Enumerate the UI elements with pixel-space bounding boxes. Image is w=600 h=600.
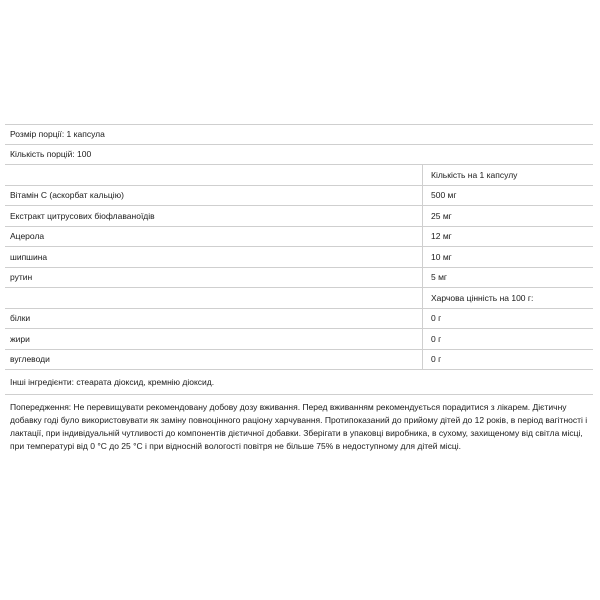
- nutrient-name: рутин: [5, 268, 423, 288]
- macro-name: жири: [5, 329, 423, 349]
- nutrient-row: [5, 247, 593, 268]
- per-100g-header-row: [5, 288, 593, 309]
- supplement-facts-table: [5, 124, 593, 453]
- warning-text: Попередження: Не перевищувати рекомендовану добову дозу вживання. Перед вживанням рекомендується порадитися з лікарем. Дієтичну добавку годі було використовувати як заміну повноцінного раціону харчування. Протипоказаний до прийому дітей до 12 років, в період вагітності і лактації, при індивідуальній чутливості до компонентів дієтичної добавки. Зберігати в упаковці виробника, в сухому, захищеному від світла місці, при температурі від 0 °С до 25 °С і при відносній вологості повітря не більше 75% в недоступному для дітей місці.: [10, 402, 588, 451]
- nutrient-name: Вітамін С (аскорбат кальцію): [5, 186, 423, 206]
- other-ingredients: Інші інгредієнти: стеарата діоксид, кремнію діоксид.: [5, 370, 593, 395]
- macro-value: 0 г: [431, 333, 442, 344]
- serving-size-row: [5, 124, 593, 145]
- nutrient-name: шипшина: [5, 247, 423, 267]
- nutrient-row: [5, 268, 593, 289]
- per-capsule-header: Кількість на 1 капсулу: [431, 169, 518, 180]
- header-name-cell: [5, 288, 423, 308]
- macro-value: 0 г: [431, 354, 442, 365]
- macro-name: білки: [5, 309, 423, 329]
- serving-count-row: [5, 145, 593, 166]
- serving-size-text: Розмір порції: 1 капсула: [10, 129, 105, 140]
- nutrient-name: Ацерола: [5, 227, 423, 247]
- nutrient-value: 25 мг: [431, 210, 452, 221]
- per-capsule-header-row: [5, 165, 593, 186]
- nutrient-row: [5, 227, 593, 248]
- macro-value: 0 г: [431, 313, 442, 324]
- header-name-cell: [5, 165, 423, 185]
- nutrient-row: [5, 206, 593, 227]
- nutrient-name: Екстракт цитрусових біофлаваноїдів: [5, 206, 423, 226]
- nutrient-value: 5 мг: [431, 272, 448, 283]
- nutrient-value: 500 мг: [431, 190, 457, 201]
- nutrient-value: 10 мг: [431, 251, 452, 262]
- macro-row: [5, 350, 593, 371]
- nutrient-value: 12 мг: [431, 231, 452, 242]
- macro-row: [5, 309, 593, 330]
- serving-count-text: Кількість порцій: 100: [10, 149, 92, 160]
- per-100g-header: Харчова цінність на 100 г:: [431, 292, 534, 303]
- macro-name: вуглеводи: [5, 350, 423, 370]
- nutrient-row: [5, 186, 593, 207]
- macro-row: [5, 329, 593, 350]
